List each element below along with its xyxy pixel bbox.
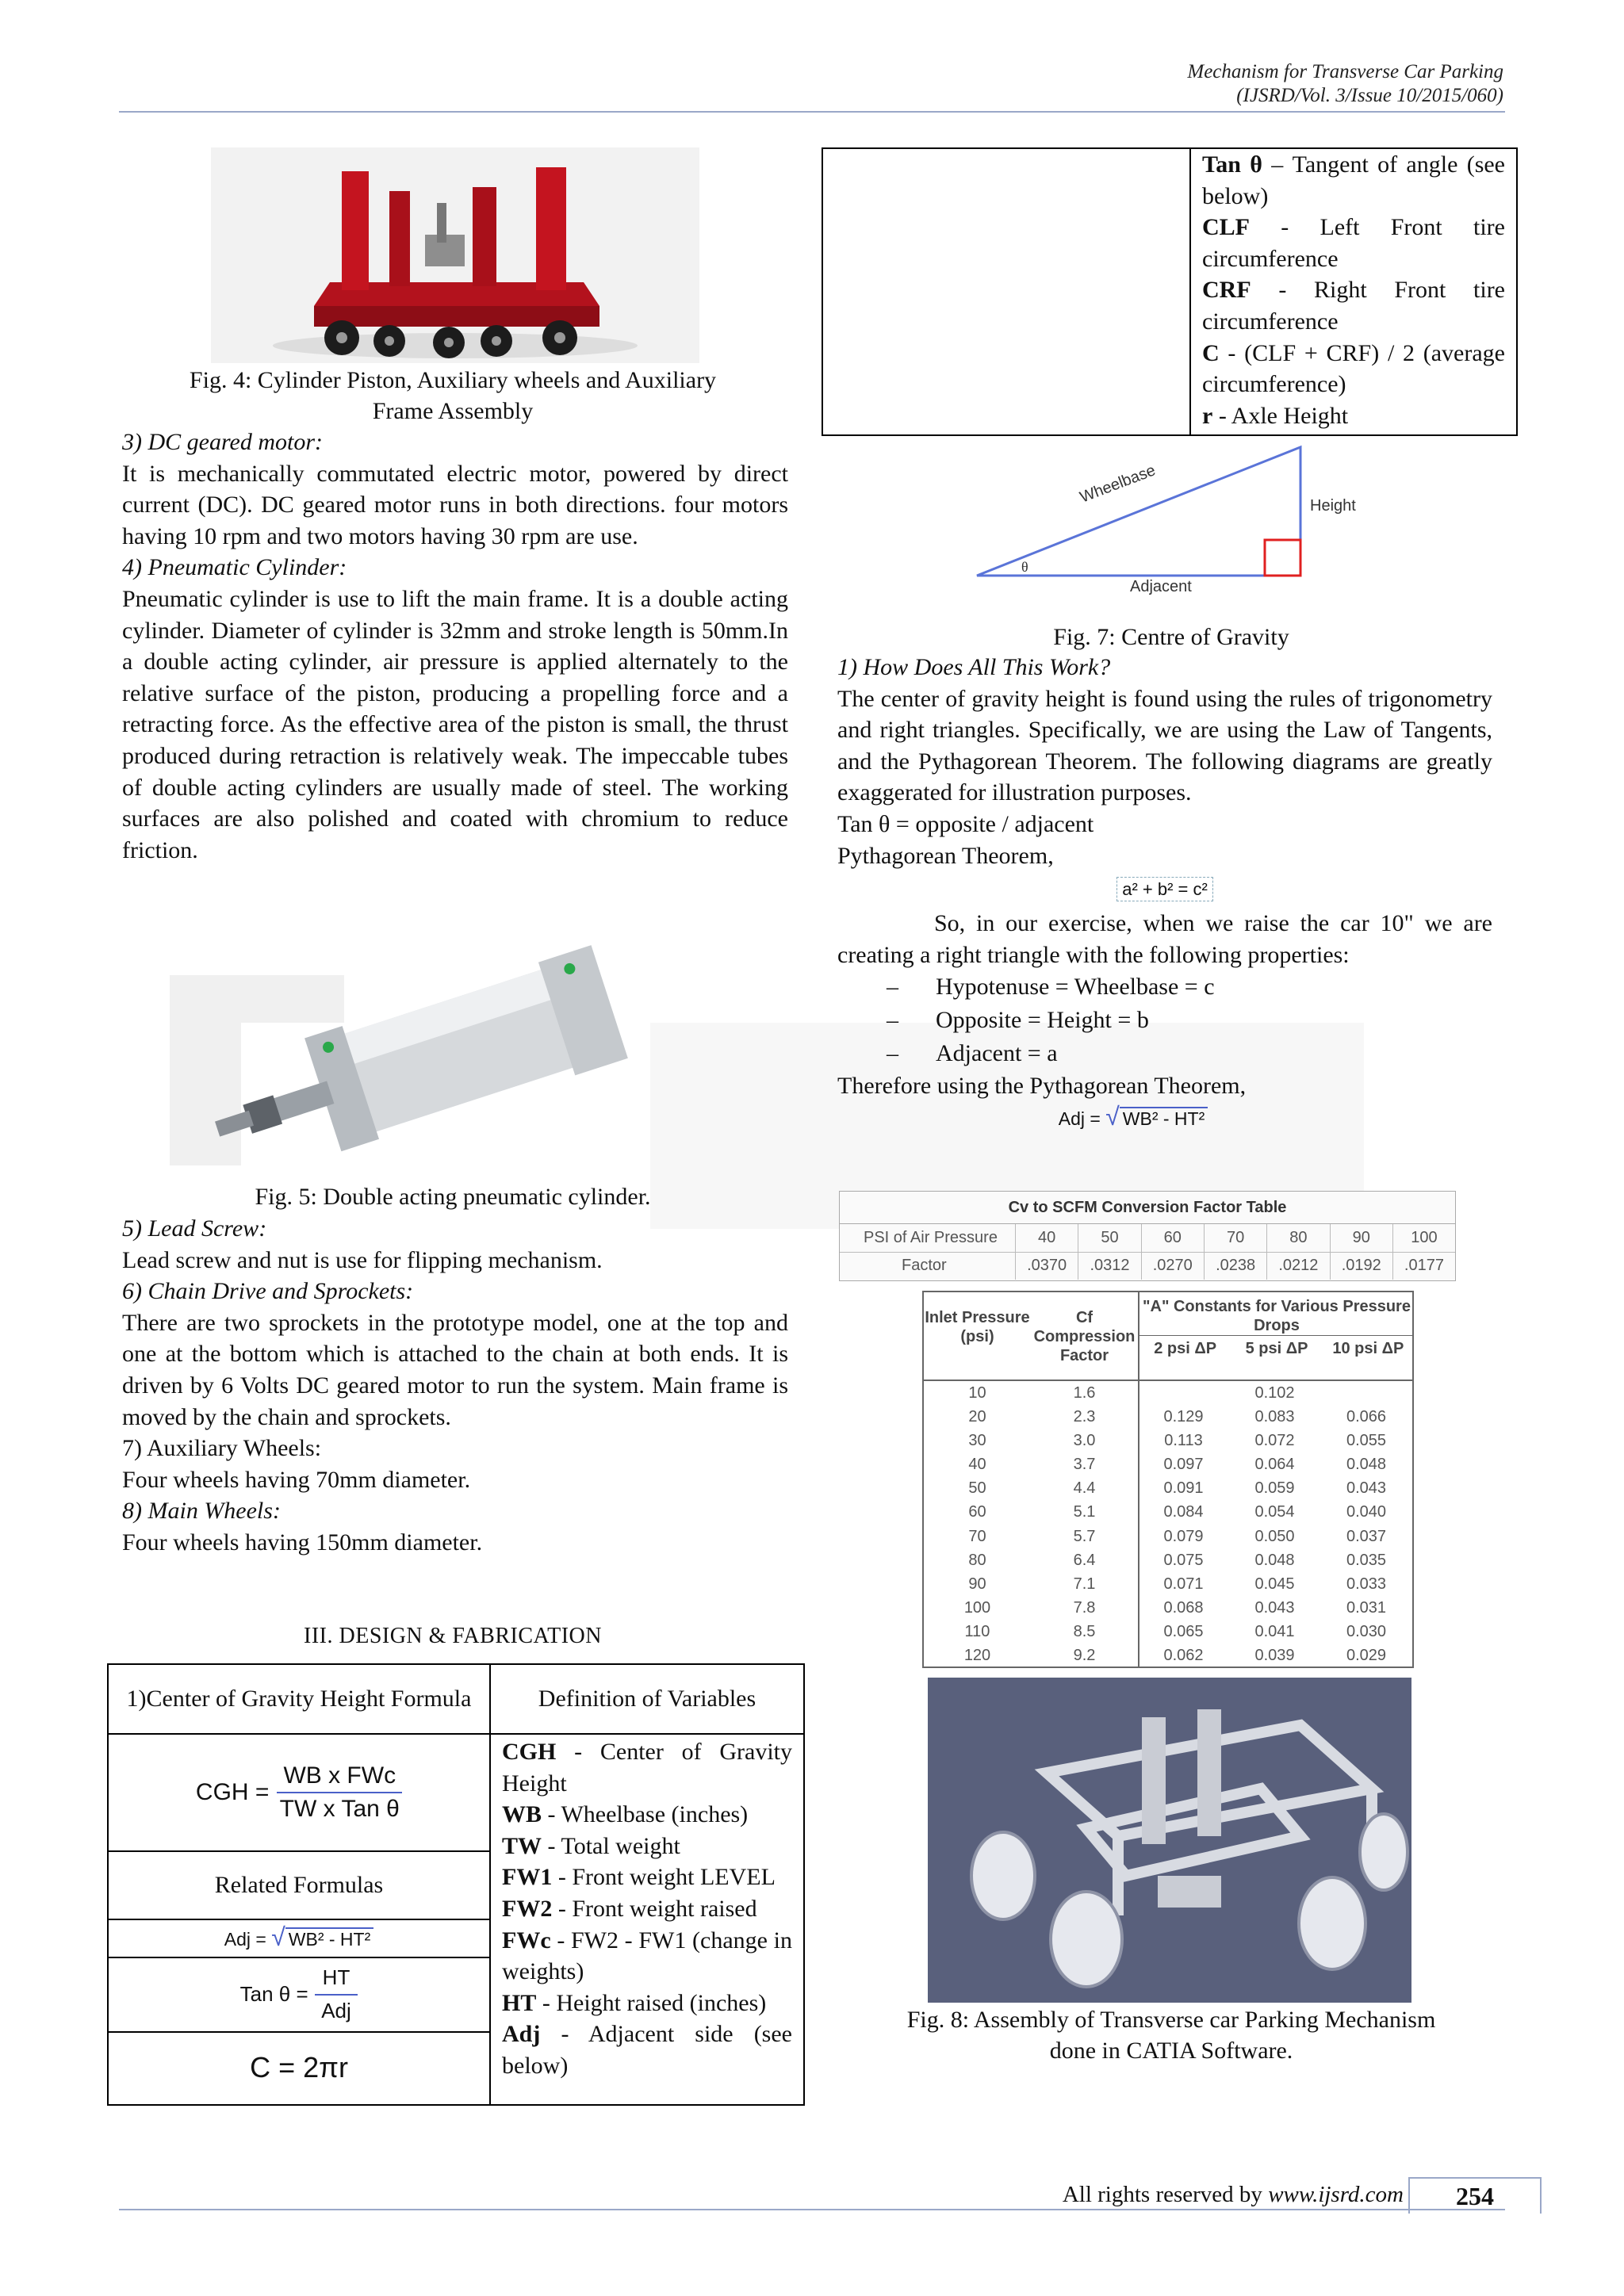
cv-psi: 40	[1016, 1224, 1078, 1252]
a-table-cell: 0.048	[1346, 1456, 1387, 1474]
cv-psi: 90	[1330, 1224, 1392, 1252]
adjacent-label: Adjacent	[1130, 578, 1192, 595]
wheelbase-label: Wheelbase	[1077, 461, 1159, 507]
fig8-caption-line1: Fig. 8: Assembly of Transverse car Parking Mechanism	[906, 2007, 1436, 2033]
circumference-formula-cell	[108, 2032, 490, 2105]
footer-rule	[119, 2209, 1505, 2210]
a-table-cell: 0.040	[1346, 1503, 1387, 1521]
a-table-cell: 0.079	[1163, 1527, 1204, 1545]
a-table-cell: 100	[963, 1598, 991, 1617]
a-table-cell: 0.084	[1163, 1503, 1204, 1521]
cv-table-title: Cv to SCFM Conversion Factor Table	[840, 1192, 1455, 1224]
sqrt-icon: √	[271, 1922, 285, 1951]
a-table-cell: 0.043	[1254, 1598, 1295, 1617]
a-table-header	[924, 1292, 1412, 1381]
cart-illustration	[211, 147, 699, 363]
a-table-cell	[1138, 1381, 1229, 1405]
pyth-equation: a² + b² = c²	[1116, 877, 1213, 901]
a-table-cell: 40	[968, 1456, 986, 1474]
a-table-cell: 0.043	[1346, 1479, 1387, 1498]
a-table-cell: 0.071	[1163, 1575, 1204, 1593]
def-fw1: FW1 - Front weight LEVEL	[502, 1864, 776, 1891]
a-table-cell: 8.5	[1073, 1622, 1096, 1640]
sqrt-icon: √	[1105, 1101, 1120, 1131]
a-table-row	[924, 1620, 1412, 1644]
def-tan: Tan θ – Tangent of angle (see below)	[1202, 151, 1506, 209]
a-table-cell: 80	[968, 1551, 986, 1569]
a-table-cell: 9.2	[1073, 1647, 1096, 1665]
a-table-cell: 0.068	[1163, 1598, 1204, 1617]
footer-rights-text: All rights reserved by	[1062, 2182, 1269, 2207]
a-table-cell: 110	[964, 1622, 990, 1640]
tan-formula-cell	[108, 1957, 490, 2032]
sec7-text: Four wheels having 70mm diameter.	[122, 1466, 471, 1493]
def-adj: Adj - Adjacent side (see below)	[502, 2021, 792, 2079]
a-table-cell: 2.3	[1073, 1408, 1096, 1426]
a-table-cell: 90	[968, 1575, 986, 1593]
a-table-cell: 0.029	[1346, 1647, 1387, 1665]
fig4-caption-line2: Frame Assembly	[372, 398, 534, 424]
fig5-image	[159, 928, 714, 1181]
cv-psi: 100	[1392, 1224, 1455, 1252]
cv-psi: 50	[1078, 1224, 1141, 1252]
a-constants-table	[922, 1291, 1414, 1668]
sec3-title: 3) DC geared motor:	[122, 429, 324, 455]
defs-right-cell	[1190, 148, 1517, 435]
adj-formula: Adj = √ WB² - HT²	[224, 1929, 374, 1950]
formula-table	[107, 1663, 805, 2106]
cv-table-grid	[840, 1224, 1455, 1280]
sec4-title: 4) Pneumatic Cylinder:	[122, 554, 347, 581]
a-table-cell: 60	[968, 1503, 986, 1521]
a-table-cell: 5.1	[1073, 1503, 1096, 1521]
a-table-cell: 0.055	[1346, 1432, 1387, 1450]
fig8-image	[928, 1678, 1411, 2003]
cv-psi: 80	[1267, 1224, 1330, 1252]
sec4-text: Pneumatic cylinder is use to lift the main frame. It is a double acting cylinder. Diameter of cylinder is 32mm and stroke length is 50mm.In a double acting cylinder, air pressure is applied alternately to the relative surface of the piston, producing a propelling force and a retracting force. As the effective area of the piston is small, the thrust produced during retraction is relatively weak. The impeccable tubes of double acting cylinders are usually made of steel. The working surfaces are also polished and coated with chromium to reduce friction.	[122, 585, 788, 863]
fig4-image	[211, 147, 699, 363]
a-table-body	[924, 1381, 1412, 1667]
tan-line: Tan θ = opposite / adjacent	[837, 810, 1094, 837]
a-table-row	[924, 1525, 1412, 1548]
a-table-cell: 0.030	[1346, 1622, 1387, 1640]
height-label: Height	[1310, 497, 1356, 515]
a-table-row	[924, 1476, 1412, 1500]
a-table-h-inlet: Inlet Pressure (psi)	[925, 1309, 1030, 1345]
left-text-block-2	[122, 1213, 788, 1559]
formula-table-continued	[822, 147, 1518, 436]
cv-factor: .0192	[1330, 1252, 1392, 1280]
fig4-caption	[119, 365, 787, 427]
def-c: C - (CLF + CRF) / 2 (average circumference)	[1202, 339, 1505, 398]
a-table-cell: 30	[968, 1432, 986, 1450]
section3-heading: III. DESIGN & FABRICATION	[304, 1624, 602, 1648]
def-crf: CRF - Right Front tire circumference	[1202, 277, 1505, 335]
page-number: 254	[1408, 2177, 1542, 2214]
cgh-denominator: TW x Tan θ	[279, 1796, 400, 1822]
sec5-title: 5) Lead Screw:	[122, 1215, 267, 1242]
a-table-row	[924, 1405, 1412, 1429]
cgh-numerator: WB x FWc	[277, 1760, 402, 1793]
sec6-text: There are two sprockets in the prototype model, one at the top and one at the bottom which is attached to the chain at both ends. It is driven by 6 Volts DC geared motor to run the system. Main frame is moved by the chain and sprockets.	[122, 1309, 788, 1430]
a-table-cell: 0.033	[1346, 1575, 1387, 1593]
def-fw2: FW2 - Front weight raised	[502, 1895, 757, 1922]
tan-formula: Tan θ = HT Adj	[240, 1962, 358, 2026]
a-table-cell: 0.037	[1346, 1527, 1387, 1545]
a-table-cell: 0.066	[1346, 1408, 1387, 1426]
a-table-h-5psi: 5 psi ΔP	[1245, 1340, 1308, 1357]
exercise-text: So, in our exercise, when we raise the car 10" we are creating a right triangle with the following properties:	[837, 910, 1492, 968]
header-title: Mechanism for Transverse Car Parking	[1187, 61, 1503, 82]
related-formulas: Related Formulas	[108, 1851, 490, 1919]
a-table-cell: 0.045	[1254, 1575, 1295, 1593]
formula-table-h2: Definition of Variables	[490, 1664, 804, 1734]
a-table-cell: 70	[968, 1527, 986, 1545]
def-wb: WB - Wheelbase (inches)	[502, 1801, 749, 1828]
catia-assembly-illustration	[928, 1678, 1411, 2003]
footer-site-link[interactable]: www.ijsrd.com	[1268, 2182, 1404, 2207]
running-header	[1031, 60, 1503, 108]
left-text-block-1	[122, 427, 788, 866]
fig8-caption-line2: done in CATIA Software.	[1049, 2038, 1293, 2064]
cv-factor: .0270	[1141, 1252, 1204, 1280]
a-table-row	[924, 1644, 1412, 1667]
fig8-caption	[837, 2004, 1505, 2066]
a-table-cell: 3.7	[1073, 1456, 1096, 1474]
a-table-cell: 120	[963, 1647, 991, 1665]
fig5-caption: Fig. 5: Double acting pneumatic cylinder.	[255, 1184, 651, 1210]
cv-psi: 60	[1141, 1224, 1204, 1252]
how-text: The center of gravity height is found using the rules of trigonometry and right triangles. Specifically, we are using the Law of Tangents, and the Pythagorean Theorem. The following diagrams are greatly exaggerated for illustration purposes.	[837, 685, 1492, 806]
a-table-cell: 0.041	[1254, 1622, 1295, 1640]
empty-cell	[822, 148, 1190, 435]
a-table-cell: 0.059	[1254, 1479, 1295, 1498]
a-table-row	[924, 1381, 1412, 1405]
a-table-row	[924, 1548, 1412, 1572]
a-table-h-2psi: 2 psi ΔP	[1154, 1340, 1217, 1357]
a-table-cell: 0.065	[1163, 1622, 1204, 1640]
a-table-cell: 0.083	[1254, 1408, 1295, 1426]
cgh-formula-cell	[108, 1734, 490, 1851]
theta-label: θ	[1021, 559, 1028, 575]
a-table-cell: 7.1	[1073, 1575, 1096, 1593]
formula-table-h1: 1)Center of Gravity Height Formula	[108, 1664, 490, 1734]
bullet-list	[837, 970, 1492, 1070]
cgh-fraction	[277, 1760, 402, 1824]
cgh-formula	[196, 1760, 402, 1824]
def-fwc: FWc - FW2 - FW1 (change in weights)	[502, 1927, 792, 1985]
cv-row2-label: Factor	[902, 1257, 947, 1275]
cgh-lhs: CGH =	[195, 1779, 270, 1806]
adj-formula-cell	[108, 1919, 490, 1957]
a-table-cell: 0.048	[1254, 1551, 1295, 1569]
sec6-title: 6) Chain Drive and Sprockets:	[122, 1278, 414, 1305]
a-table-cell: 0.062	[1163, 1647, 1204, 1665]
a-table-cell: 1.6	[1073, 1384, 1096, 1402]
a-table-row	[924, 1596, 1412, 1620]
a-table-cell: 0.054	[1254, 1503, 1295, 1521]
therefore-text: Therefore using the Pythagorean Theorem,	[837, 1073, 1247, 1100]
def-cgh: CGH - Center of Gravity Height	[502, 1739, 792, 1797]
defs-cell	[490, 1734, 804, 2105]
a-table-row	[924, 1429, 1412, 1452]
a-table-cell: 0.129	[1163, 1408, 1204, 1426]
a-table-h-cf: Cf Compression Factor	[1033, 1309, 1136, 1364]
a-table-cell: 0.113	[1164, 1432, 1203, 1450]
cv-psi: 70	[1204, 1224, 1266, 1252]
a-table-h-10psi: 10 psi ΔP	[1332, 1340, 1404, 1357]
cv-table	[839, 1191, 1456, 1281]
a-table-cell: 7.8	[1073, 1598, 1096, 1617]
sec8-title: 8) Main Wheels:	[122, 1498, 281, 1525]
a-table-cell: 6.4	[1073, 1551, 1096, 1569]
adj-equation: Adj = √ WB² - HT²	[1059, 1108, 1208, 1129]
a-table-cell: 10	[968, 1384, 986, 1402]
adj-eq-box	[774, 1102, 1492, 1131]
a-table-row	[924, 1452, 1412, 1476]
pyth-eq-box	[837, 871, 1492, 908]
a-table-group	[1138, 1292, 1414, 1380]
sec5-text: Lead screw and nut is use for flipping mechanism.	[122, 1246, 603, 1273]
a-table-cell: 4.4	[1073, 1479, 1096, 1498]
cylinder-illustration	[159, 928, 714, 1181]
right-text-block	[837, 652, 1492, 1131]
a-table-cell: 50	[968, 1479, 986, 1498]
how-title: 1) How Does All This Work?	[837, 654, 1111, 680]
cv-factor: .0238	[1204, 1252, 1266, 1280]
bullet-item: – Hypotenuse = Wheelbase = c	[887, 974, 1215, 1001]
def-clf: CLF - Left Front tire circumference	[1202, 214, 1505, 272]
a-table-cell: 0.064	[1254, 1456, 1295, 1474]
a-table-cell	[1320, 1381, 1412, 1405]
a-table-cell: 0.091	[1163, 1479, 1204, 1498]
a-table-cell: 0.035	[1346, 1551, 1387, 1569]
pyth-line: Pythagorean Theorem,	[837, 842, 1054, 869]
a-table-cell: 0.039	[1254, 1647, 1295, 1665]
fig7-caption: Fig. 7: Centre of Gravity	[1053, 624, 1289, 650]
cv-row1-label: PSI of Air Pressure	[864, 1228, 998, 1246]
fig7-diagram	[967, 441, 1380, 599]
a-table-row	[924, 1500, 1412, 1524]
def-ht: HT - Height raised (inches)	[502, 1989, 767, 2016]
a-table-cell: 0.031	[1346, 1598, 1387, 1617]
a-table-cell: 5.7	[1073, 1527, 1096, 1545]
sec8-text: Four wheels having 150mm diameter.	[122, 1529, 483, 1556]
a-table-cell: 3.0	[1073, 1432, 1096, 1450]
a-table-cell: 20	[968, 1408, 986, 1426]
a-table-row	[924, 1572, 1412, 1596]
a-table-cell: 0.075	[1163, 1551, 1204, 1569]
circumference-formula: C = 2πr	[250, 2050, 348, 2084]
fig4-caption-line1: Fig. 4: Cylinder Piston, Auxiliary wheels and Auxiliary	[189, 367, 717, 393]
cv-factor: .0370	[1016, 1252, 1078, 1280]
sec3-text: It is mechanically commutated electric motor, powered by direct current (DC). DC geared motor runs in both directions. four motors having 10 rpm and two motors having 30 rpm are use.	[122, 460, 788, 549]
header-rule	[119, 111, 1505, 113]
def-r: r - Axle Height	[1202, 402, 1349, 429]
cv-factor: .0212	[1267, 1252, 1330, 1280]
bullet-item: – Opposite = Height = b	[887, 1007, 1149, 1034]
a-table-h-group: "A" Constants for Various Pressure Drops	[1139, 1292, 1414, 1336]
bullet-item: – Adjacent = a	[887, 1040, 1058, 1067]
a-table-cell: 0.097	[1163, 1456, 1204, 1474]
footer-rights	[952, 2182, 1404, 2208]
header-subtitle: (IJSRD/Vol. 3/Issue 10/2015/060)	[1236, 85, 1503, 106]
cv-factor: .0312	[1078, 1252, 1141, 1280]
a-table-cell: 0.050	[1254, 1527, 1295, 1545]
sec7-title: 7) Auxiliary Wheels:	[122, 1435, 322, 1462]
a-table-cell: 0.102	[1254, 1384, 1295, 1402]
cv-factor: .0177	[1392, 1252, 1455, 1280]
def-tw: TW - Total weight	[502, 1832, 680, 1859]
triangle-diagram	[967, 441, 1380, 599]
a-table-cell: 0.072	[1254, 1432, 1295, 1450]
